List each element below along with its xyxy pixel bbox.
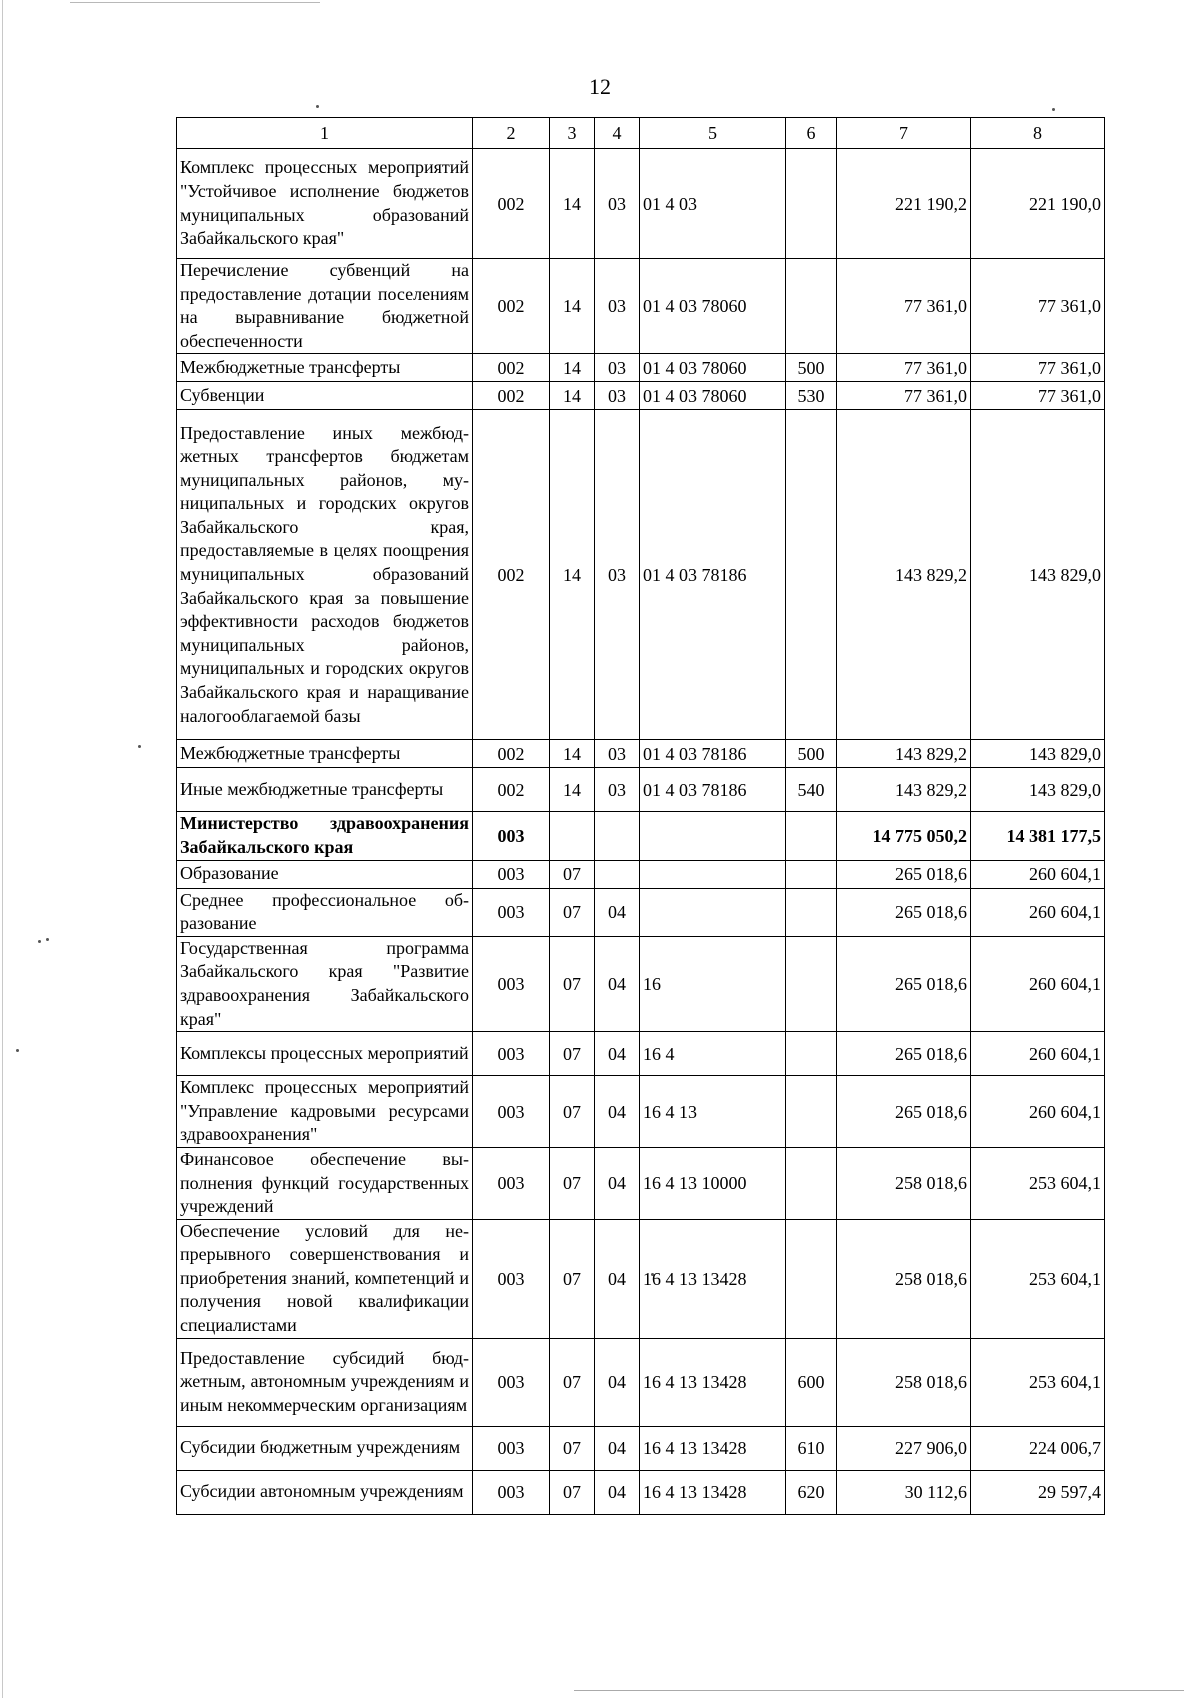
subdivision-code-cell	[595, 860, 640, 888]
amount-col-7-cell: 265 018,6	[837, 888, 971, 936]
row-name-cell: Перечисление субвенций на предоставление дотации поселениям на выравнивание бюджетной обеспеченности	[177, 259, 473, 354]
row-name-cell: Предоставление субсидий бюджетным, автономным учреждениям и иным некоммерческим организациям	[177, 1338, 473, 1426]
column-header-5: 5	[640, 118, 786, 149]
division-code-cell	[550, 812, 595, 860]
subdivision-code-cell: 04	[595, 1426, 640, 1470]
table-row	[177, 1338, 1105, 1426]
section-code-cell: 003	[473, 860, 550, 888]
subdivision-code-cell	[595, 812, 640, 860]
target-article-cell: 16 4 13 13428	[640, 1338, 786, 1426]
target-article-cell: 01 4 03	[640, 149, 786, 259]
table-row	[177, 1219, 1105, 1338]
table-row	[177, 1032, 1105, 1076]
table-row	[177, 1076, 1105, 1148]
target-article-cell: 16 4 13 13428	[640, 1426, 786, 1470]
amount-col-8-cell: 260 604,1	[971, 888, 1105, 936]
scan-speck	[1052, 108, 1055, 111]
division-code-cell: 07	[550, 1076, 595, 1148]
amount-col-7-cell: 258 018,6	[837, 1219, 971, 1338]
expense-type-cell	[786, 410, 837, 740]
expense-type-cell	[786, 1032, 837, 1076]
row-name-cell: Субсидии бюджетным учреждениям	[177, 1426, 473, 1470]
expense-type-cell: 500	[786, 740, 837, 768]
table-row	[177, 812, 1105, 860]
amount-col-8-cell: 77 361,0	[971, 354, 1105, 382]
row-name-cell: Межбюджетные трансферты	[177, 740, 473, 768]
amount-col-7-cell: 30 112,6	[837, 1470, 971, 1514]
amount-col-8-cell: 77 361,0	[971, 259, 1105, 354]
table-row	[177, 354, 1105, 382]
table-row	[177, 259, 1105, 354]
section-code-cell: 002	[473, 259, 550, 354]
amount-col-7-cell: 77 361,0	[837, 354, 971, 382]
amount-col-7-cell: 143 829,2	[837, 768, 971, 812]
row-name-cell: Министерство здравоохранения Забайкальского края	[177, 812, 473, 860]
section-code-cell: 003	[473, 1219, 550, 1338]
division-code-cell: 14	[550, 768, 595, 812]
row-name-cell: Иные межбюджетные трансферты	[177, 768, 473, 812]
target-article-cell: 16	[640, 936, 786, 1031]
column-header-4: 4	[595, 118, 640, 149]
amount-col-7-cell: 265 018,6	[837, 936, 971, 1031]
amount-col-7-cell: 14 775 050,2	[837, 812, 971, 860]
amount-col-8-cell: 260 604,1	[971, 1076, 1105, 1148]
section-code-cell: 003	[473, 1032, 550, 1076]
division-code-cell: 07	[550, 1219, 595, 1338]
subdivision-code-cell: 03	[595, 768, 640, 812]
subdivision-code-cell: 03	[595, 259, 640, 354]
subdivision-code-cell: 03	[595, 410, 640, 740]
scan-speck	[316, 105, 319, 108]
subdivision-code-cell: 03	[595, 740, 640, 768]
subdivision-code-cell: 03	[595, 149, 640, 259]
expense-type-cell	[786, 888, 837, 936]
division-code-cell: 14	[550, 354, 595, 382]
row-name-cell: Межбюджетные трансферты	[177, 354, 473, 382]
section-code-cell: 003	[473, 1470, 550, 1514]
section-code-cell: 003	[473, 936, 550, 1031]
target-article-cell: 01 4 03 78060	[640, 354, 786, 382]
division-code-cell: 14	[550, 382, 595, 410]
scan-speck	[16, 1049, 19, 1052]
amount-col-7-cell: 221 190,2	[837, 149, 971, 259]
subdivision-code-cell: 04	[595, 888, 640, 936]
target-article-cell: 16 4 13 13428	[640, 1470, 786, 1514]
expense-type-cell: 610	[786, 1426, 837, 1470]
amount-col-7-cell: 258 018,6	[837, 1338, 971, 1426]
table-header	[177, 118, 1105, 149]
division-code-cell: 07	[550, 1032, 595, 1076]
amount-col-7-cell: 77 361,0	[837, 382, 971, 410]
amount-col-7-cell: 258 018,6	[837, 1147, 971, 1219]
row-name-cell: Комплекс процессных мероприятий "Устойчивое исполнение бюджетов муниципальных образований Забайкальского края"	[177, 149, 473, 259]
table-row	[177, 936, 1105, 1031]
subdivision-code-cell: 03	[595, 354, 640, 382]
section-code-cell: 003	[473, 1076, 550, 1148]
division-code-cell: 14	[550, 740, 595, 768]
target-article-cell: 16 4	[640, 1032, 786, 1076]
target-article-cell: 01 4 03 78186	[640, 740, 786, 768]
division-code-cell: 14	[550, 259, 595, 354]
amount-col-8-cell: 143 829,0	[971, 768, 1105, 812]
expense-type-cell	[786, 1147, 837, 1219]
row-name-cell: Субсидии автономным учреждениям	[177, 1470, 473, 1514]
section-code-cell: 002	[473, 410, 550, 740]
expense-type-cell	[786, 860, 837, 888]
amount-col-8-cell: 224 006,7	[971, 1426, 1105, 1470]
amount-col-8-cell: 260 604,1	[971, 936, 1105, 1031]
section-code-cell: 003	[473, 888, 550, 936]
table-row	[177, 1426, 1105, 1470]
division-code-cell: 14	[550, 149, 595, 259]
table-row	[177, 860, 1105, 888]
expense-type-cell	[786, 936, 837, 1031]
budget-table	[176, 117, 1105, 1515]
target-article-cell	[640, 888, 786, 936]
amount-col-8-cell: 221 190,0	[971, 149, 1105, 259]
section-code-cell: 002	[473, 382, 550, 410]
section-code-cell: 003	[473, 1338, 550, 1426]
row-name-cell: Комплексы процессных мероприятий	[177, 1032, 473, 1076]
target-article-cell	[640, 812, 786, 860]
expense-type-cell	[786, 259, 837, 354]
amount-col-8-cell: 253 604,1	[971, 1147, 1105, 1219]
expense-type-cell: 530	[786, 382, 837, 410]
amount-col-8-cell: 14 381 177,5	[971, 812, 1105, 860]
column-header-1: 1	[177, 118, 473, 149]
section-code-cell: 002	[473, 768, 550, 812]
amount-col-7-cell: 227 906,0	[837, 1426, 971, 1470]
amount-col-7-cell: 265 018,6	[837, 1076, 971, 1148]
row-name-cell: Государственная программа Забайкальского края "Развитие здравоохранения Забайкальского края"	[177, 936, 473, 1031]
row-name-cell: Образование	[177, 860, 473, 888]
division-code-cell: 07	[550, 1147, 595, 1219]
header-row	[177, 118, 1105, 149]
expense-type-cell: 600	[786, 1338, 837, 1426]
expense-type-cell: 500	[786, 354, 837, 382]
expense-type-cell	[786, 812, 837, 860]
section-code-cell: 003	[473, 812, 550, 860]
subdivision-code-cell: 03	[595, 382, 640, 410]
amount-col-8-cell: 260 604,1	[971, 860, 1105, 888]
row-name-cell: Среднее профессиональное образование	[177, 888, 473, 936]
column-header-7: 7	[837, 118, 971, 149]
section-code-cell: 003	[473, 1426, 550, 1470]
division-code-cell: 07	[550, 1426, 595, 1470]
section-code-cell: 002	[473, 354, 550, 382]
subdivision-code-cell: 04	[595, 1032, 640, 1076]
row-name-cell: Финансовое обеспечение выполнения функций государственных учреждений	[177, 1147, 473, 1219]
section-code-cell: 002	[473, 740, 550, 768]
target-article-cell: 16 4 13 10000	[640, 1147, 786, 1219]
target-article-cell: 01 4 03 78186	[640, 410, 786, 740]
table-row	[177, 410, 1105, 740]
table-row	[177, 382, 1105, 410]
subdivision-code-cell: 04	[595, 1470, 640, 1514]
table-row	[177, 768, 1105, 812]
division-code-cell: 07	[550, 936, 595, 1031]
amount-col-7-cell: 143 829,2	[837, 410, 971, 740]
amount-col-7-cell: 265 018,6	[837, 860, 971, 888]
scan-speck	[138, 745, 141, 748]
expense-type-cell: 620	[786, 1470, 837, 1514]
table-row	[177, 149, 1105, 259]
scan-top-rule	[70, 2, 320, 3]
scan-bottom-rule	[574, 1690, 1184, 1691]
amount-col-8-cell: 143 829,0	[971, 410, 1105, 740]
row-name-cell: Обеспечение условий для непрерывного совершенствования и приобретения знаний, компетенций и получения новой квалификации специалистами	[177, 1219, 473, 1338]
subdivision-code-cell: 04	[595, 936, 640, 1031]
division-code-cell: 07	[550, 860, 595, 888]
division-code-cell: 07	[550, 888, 595, 936]
expense-type-cell	[786, 1219, 837, 1338]
amount-col-7-cell: 143 829,2	[837, 740, 971, 768]
amount-col-8-cell: 260 604,1	[971, 1032, 1105, 1076]
target-article-cell: 01 4 03 78060	[640, 259, 786, 354]
target-article-cell: 01 4 03 78060	[640, 382, 786, 410]
division-code-cell: 07	[550, 1470, 595, 1514]
row-name-cell: Предоставление иных межбюджетных трансфертов бюджетам муниципальных районов, муниципальных и городских округов Забайкальского края, предоставляемые в целях поощрения муниципальных образований Забайкальского края за повышение эффективности расходов бюджетов муниципальных районов, муниципальных и городских округов Забайкальского края и наращивание налогооблагаемой базы	[177, 410, 473, 740]
amount-col-7-cell: 265 018,6	[837, 1032, 971, 1076]
scan-speck	[46, 938, 49, 941]
division-code-cell: 07	[550, 1338, 595, 1426]
section-code-cell: 003	[473, 1147, 550, 1219]
table-row	[177, 888, 1105, 936]
amount-col-8-cell: 77 361,0	[971, 382, 1105, 410]
target-article-cell: 16 4 13 13428	[640, 1219, 786, 1338]
section-code-cell: 002	[473, 149, 550, 259]
amount-col-8-cell: 253 604,1	[971, 1219, 1105, 1338]
table-row	[177, 1147, 1105, 1219]
expense-type-cell	[786, 1076, 837, 1148]
table-row	[177, 1470, 1105, 1514]
table-row	[177, 740, 1105, 768]
target-article-cell: 16 4 13	[640, 1076, 786, 1148]
division-code-cell: 14	[550, 410, 595, 740]
page-number: 12	[589, 74, 611, 99]
amount-col-8-cell: 253 604,1	[971, 1338, 1105, 1426]
row-name-cell: Субвенции	[177, 382, 473, 410]
scan-left-edge	[2, 0, 3, 1698]
target-article-cell: 01 4 03 78186	[640, 768, 786, 812]
subdivision-code-cell: 04	[595, 1338, 640, 1426]
row-name-cell: Комплекс процессных мероприятий "Управление кадровыми ресурсами здравоохранения"	[177, 1076, 473, 1148]
column-header-8: 8	[971, 118, 1105, 149]
scan-speck	[38, 940, 41, 943]
column-header-6: 6	[786, 118, 837, 149]
expense-type-cell: 540	[786, 768, 837, 812]
amount-col-8-cell: 143 829,0	[971, 740, 1105, 768]
table-body	[177, 149, 1105, 1515]
subdivision-code-cell: 04	[595, 1147, 640, 1219]
subdivision-code-cell: 04	[595, 1219, 640, 1338]
column-header-3: 3	[550, 118, 595, 149]
amount-col-8-cell: 29 597,4	[971, 1470, 1105, 1514]
expense-type-cell	[786, 149, 837, 259]
amount-col-7-cell: 77 361,0	[837, 259, 971, 354]
column-header-2: 2	[473, 118, 550, 149]
subdivision-code-cell: 04	[595, 1076, 640, 1148]
target-article-cell	[640, 860, 786, 888]
